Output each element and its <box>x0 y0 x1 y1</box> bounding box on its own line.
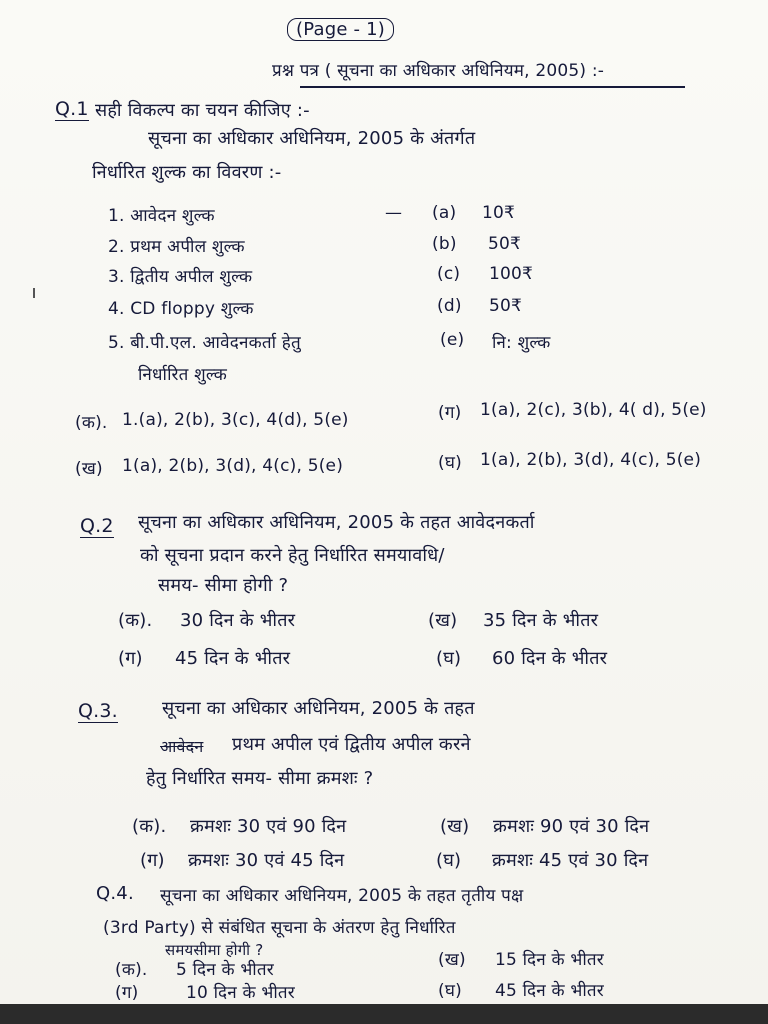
q3-opt-ka: क्रमशः 30 एवं 90 दिन <box>190 816 347 837</box>
q1-answer-ga: 1(a), 2(c), 3(b), 4( d), 5(e) <box>480 400 707 420</box>
q1-answer-kha: 1(a), 2(b), 3(d), 4(c), 5(e) <box>122 456 344 476</box>
q4-opt-kha-label: (ख) <box>438 950 466 970</box>
q2-opt-gha-label: (घ) <box>436 648 462 669</box>
q4-opt-gha: 45 दिन के भीतर <box>495 981 604 1001</box>
q3-line1: सूचना का अधिकार अधिनियम, 2005 के तहत <box>162 698 475 719</box>
q2-opt-kha-label: (ख) <box>428 610 458 631</box>
q1-item-4: 4. CD floppy शुल्क <box>108 299 254 319</box>
q4-opt-ka: 5 दिन के भीतर <box>176 960 274 980</box>
q1-item-3: 3. द्वितीय अपील शुल्क <box>108 267 253 287</box>
q2-opt-gha: 60 दिन के भीतर <box>492 648 608 669</box>
q1-val-a: 10₹ <box>482 203 516 223</box>
q1-item-2: 2. प्रथम अपील शुल्क <box>108 237 245 257</box>
q1-item-1-dash: — <box>385 203 403 223</box>
q1-answer-gha: 1(a), 2(b), 3(d), 4(c), 5(e) <box>480 450 702 470</box>
q1-opt-b: (b) <box>432 234 457 254</box>
q1-opt-c: (c) <box>437 264 461 284</box>
q4-number: Q.4. <box>96 883 134 904</box>
q1-answer-ka-label: (क). <box>75 413 108 433</box>
q3-opt-kha-label: (ख) <box>440 816 470 837</box>
q4-line1: सूचना का अधिकार अधिनियम, 2005 के तहत तृतीय पक्ष <box>160 886 524 906</box>
q4-opt-ga: 10 दिन के भीतर <box>186 983 295 1003</box>
q2-opt-ka: 30 दिन के भीतर <box>180 610 296 631</box>
q1-answer-ga-label: (ग) <box>438 403 462 423</box>
title-underline <box>300 86 685 88</box>
q2-opt-ga-label: (ग) <box>118 648 143 669</box>
q1-item-5: 5. बी.पी.एल. आवेदनकर्ता हेतु <box>108 333 301 353</box>
page-label: (Page - 1) <box>287 18 394 41</box>
q3-number: Q.3. <box>78 700 118 722</box>
q3-line3: हेतु निर्धारित समय- सीमा क्रमशः ? <box>146 768 374 789</box>
q1-number: Q.1 <box>55 98 89 120</box>
q2-line3: समय- सीमा होगी ? <box>158 575 289 596</box>
q1-item-1: 1. आवेदन शुल्क <box>108 206 215 226</box>
q1-opt-e: (e) <box>440 330 465 350</box>
page-bottom-edge <box>0 1004 768 1024</box>
q1-opt-d: (d) <box>437 296 462 316</box>
q2-opt-kha: 35 दिन के भीतर <box>483 610 599 631</box>
q3-opt-ga-label: (ग) <box>140 850 165 871</box>
q3-opt-ka-label: (क). <box>132 816 167 837</box>
q1-line3: निर्धारित शुल्क का विवरण :- <box>92 162 282 183</box>
q3-opt-gha: क्रमशः 45 एवं 30 दिन <box>492 850 649 871</box>
q1-line2: सूचना का अधिकार अधिनियम, 2005 के अंतर्गत <box>148 128 476 149</box>
q4-opt-ga-label: (ग) <box>115 983 139 1003</box>
q3-line2: प्रथम अपील एवं द्वितीय अपील करने <box>232 734 471 755</box>
q1-val-b: 50₹ <box>488 234 522 254</box>
q2-line2: को सूचना प्रदान करने हेतु निर्धारित समयावधि/ <box>140 545 445 566</box>
q1-answer-gha-label: (घ) <box>438 453 462 473</box>
q1-val-d: 50₹ <box>489 296 523 316</box>
q2-opt-ga: 45 दिन के भीतर <box>175 648 291 669</box>
q4-opt-kha: 15 दिन के भीतर <box>495 950 604 970</box>
q2-number: Q.2 <box>80 515 114 537</box>
q3-struck-word: आवेदन <box>160 737 204 756</box>
paper-title: प्रश्न पत्र ( सूचना का अधिकार अधिनियम, 2005) :- <box>272 61 605 81</box>
q3-opt-ga: क्रमशः 30 एवं 45 दिन <box>188 850 345 871</box>
q2-opt-ka-label: (क). <box>118 610 153 631</box>
q4-opt-ka-label: (क). <box>115 960 148 980</box>
q1-answer-ka: 1.(a), 2(b), 3(c), 4(d), 5(e) <box>122 410 349 430</box>
q4-line3: समयसीमा होगी ? <box>165 941 264 959</box>
q2-line1: सूचना का अधिकार अधिनियम, 2005 के तहत आवेदनकर्ता <box>138 512 535 533</box>
q3-opt-kha: क्रमशः 90 एवं 30 दिन <box>493 816 650 837</box>
ink-mark <box>33 288 35 298</box>
q1-opt-a: (a) <box>432 203 457 223</box>
q1-val-c: 100₹ <box>489 264 534 284</box>
q4-line2: (3rd Party) से संबंधित सूचना के अंतरण हेतु निर्धारित <box>103 918 456 938</box>
q1-answer-kha-label: (ख) <box>75 459 103 479</box>
q3-opt-gha-label: (घ) <box>436 850 462 871</box>
q1-instruction: सही विकल्प का चयन कीजिए :- <box>95 100 310 121</box>
q1-item-5-cont: निर्धारित शुल्क <box>138 365 228 385</box>
q4-opt-gha-label: (घ) <box>438 981 462 1001</box>
q1-val-e: नि: शुल्क <box>492 333 551 353</box>
